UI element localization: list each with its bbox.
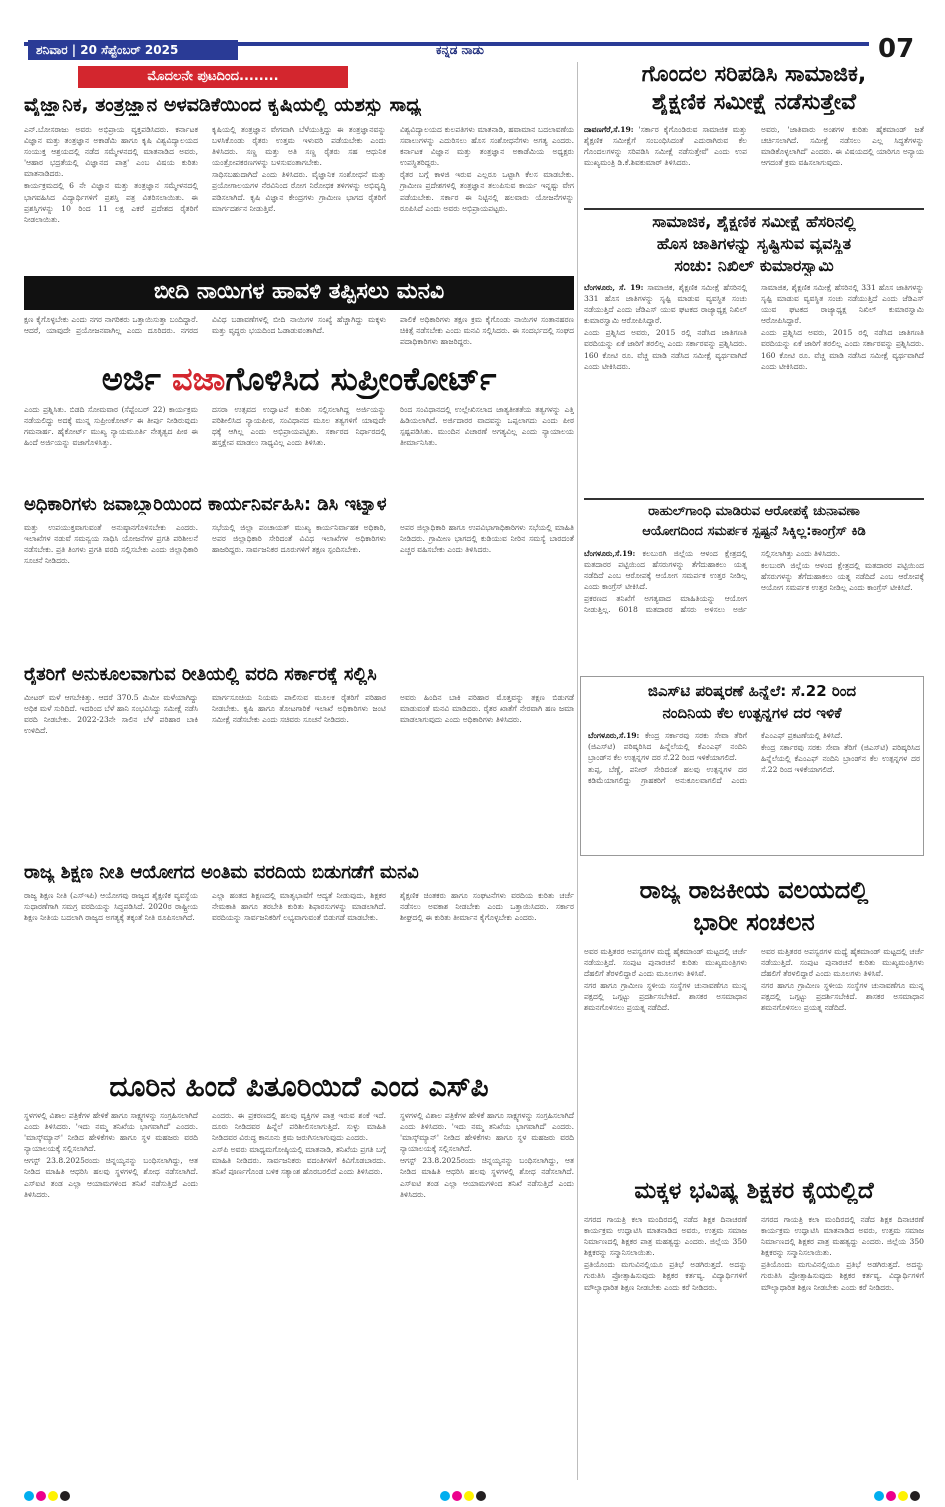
caste-headline-line3: ಸಂಚು: ನಿಖಿಲ್ ಕುಮಾರಸ್ವಾಮಿ [674,256,834,275]
court-headline-part2: ಗೊಳಿಸಿದ ಸುಪ್ರೀಂಕೋರ್ಟ್ [225,360,497,398]
black-dot [910,1491,920,1501]
caste-headline-line1: ಸಾಮಾಜಿಕ, ಶೈಕ್ಷಣಿಕ ಸಮೀಕ್ಷೆ ಹೆಸರಿನಲ್ಲಿ [652,212,856,231]
paragraph: ನಗರದ ಗಾಯತ್ರಿ ಕಲಾ ಮಂದಿರದಲ್ಲಿ ನಡೆದ ಶಿಕ್ಷಕ ದಿನಾಚರಣೆ ಕಾರ್ಯಕ್ರಮ ಉದ್ಘಾಟಿಸಿ ಮಾತನಾಡಿದ ಅವರು, ಉತ್ತಮ ಸಮಾಜ ನಿರ್ಮಾಣದಲ್ಲಿ ಶಿಕ್ಷಕರ ಪಾತ್ರ ಮಹತ್ವದ್ದು ಎಂದರು. ಜಿಲ್ಲೆಯ 350 ಶಿಕ್ಷಕರನ್ನು ಸನ್ಮಾನಿಸಲಾಯಿತು. [584,1215,747,1258]
paragraph: ವಿಶ್ವವಿದ್ಯಾಲಯದ ಕುಲಪತಿಗಳು ಮಾತನಾಡಿ, ಹವಾಮಾನ ಬದಲಾವಣೆಯ ಸವಾಲುಗಳನ್ನು ಎದುರಿಸಲು ಹೊಸ ಸಂಶೋಧನೆಗಳು ಅಗತ್ಯ ಎಂದರು. ಕರ್ನಾಟಕ ವಿಜ್ಞಾನ ಮತ್ತು ತಂತ್ರಜ್ಞಾನ ಅಕಾಡೆಮಿಯ ಅಧ್ಯಕ್ಷರು ಉಪಸ್ಥಿತರಿದ್ದರು. [400,125,574,168]
paragraph [584,548,747,592]
page-number: 07 [878,34,915,64]
magenta-dot [886,1491,896,1501]
paragraph: ರಾಜ್ಯ ಶಿಕ್ಷಣ ನೀತಿ (ಎಸ್‌ಇಪಿ) ಆಯೋಗವು ರಾಜ್ಯದ ಶೈಕ್ಷಣಿಕ ವ್ಯವಸ್ಥೆಯ ಸುಧಾರಣೆಗಾಗಿ ಸಮಗ್ರ ವರದಿಯನ್ನು ಸಿದ್ಧಪಡಿಸಿದೆ. 2020ರ ರಾಷ್ಟ್ರೀಯ ಶಿಕ್ಷಣ ನೀತಿಯ ಬದಲಾಗಿ ರಾಜ್ಯದ ಅಗತ್ಯಕ್ಕೆ ತಕ್ಕಂತೆ ನೀತಿ ರೂಪಿಸಲಾಗಿದೆ. [24,891,198,923]
farmers-headline: ರೈತರಿಗೆ ಅನುಕೂಲವಾಗುವ ರೀತಿಯಲ್ಲಿ ವರದಿ ಸರ್ಕಾರಕ್ಕೆ ಸಲ್ಲಿಸಿ [24,664,377,685]
yellow-dot [898,1491,908,1501]
paragraph: ಸಾಮಾಜಿಕ, ಶೈಕ್ಷಣಿಕ ಸಮೀಕ್ಷೆ ಹೆಸರಿನಲ್ಲಿ 331 ಹೊಸ ಜಾತಿಗಳನ್ನು ಸೃಷ್ಟಿ ಮಾಡುವ ವ್ಯವಸ್ಥಿತ ಸಂಚು ನಡೆಯುತ್ತಿದೆ ಎಂದು ಜೆಡಿಎಸ್ ಯುವ ಘಟಕದ ರಾಜ್ಯಾಧ್ಯಕ್ಷ ನಿಖಿಲ್ ಕುಮಾರಸ್ವಾಮಿ ಆರೋಪಿಸಿದ್ದಾರೆ. [761,283,924,326]
issue-date: ಶನಿವಾರ | 20 ಸೆಪ್ಟೆಂಬರ್ 2025 [28,40,238,60]
paragraph: ಎಂದು ಪ್ರಶ್ನಿಸಿದ ಅವರು, 2015 ರಲ್ಲಿ ನಡೆಸಿದ ಜಾತಿಗಣತಿ ವರದಿಯನ್ನು ಏಕೆ ಜಾರಿಗೆ ತರಲಿಲ್ಲ ಎಂದು ಸರ್ಕಾರವನ್ನು ಪ್ರಶ್ನಿಸಿದರು. 160 ಕೋಟಿ ರೂ. ವೆಚ್ಚ ಮಾಡಿ ನಡೆಸಿದ ಸಮೀಕ್ಷೆ ವ್ಯರ್ಥವಾಗಿದೆ ಎಂದು ಟೀಕಿಸಿದರು. [761,328,924,371]
cyan-dot [874,1491,884,1501]
paragraph [588,730,747,763]
politics-headline-line1: ರಾಜ್ಯ ರಾಜಕೀಯ ವಲಯದಲ್ಲಿ [639,876,869,904]
dateline: ಬೆಂಗಳೂರು, ಸೆ. 19: [584,283,644,292]
paragraph: ಅವರು ಹಿಂದಿನ ಬಾಕಿ ಪರಿಹಾರ ಮೊತ್ತವನ್ನು ತಕ್ಷಣ ಬಿಡುಗಡೆ ಮಾಡುವಂತೆ ಮನವಿ ಮಾಡಿದರು. ರೈತರ ಖಾತೆಗೆ ನೇರವಾಗಿ ಹಣ ಜಮಾ ಮಾಡಲಾಗುವುದು ಎಂದು ಅಧಿಕಾರಿಗಳು ತಿಳಿಸಿದರು. [400,693,574,725]
magenta-dot [36,1491,46,1501]
page-divider [577,62,578,1480]
paragraph: ಪಾಲಿಕೆ ಅಧಿಕಾರಿಗಳು ತಕ್ಷಣ ಕ್ರಮ ಕೈಗೊಂಡು ನಾಯಿಗಳ ಸಂತಾನಹರಣ ಚಿಕಿತ್ಸೆ ನಡೆಸಬೇಕು ಎಂದು ಮನವಿ ಸಲ್ಲಿಸಿದರು. ಈ ಸಂದರ್ಭದಲ್ಲಿ ಸಂಘದ ಪದಾಧಿಕಾರಿಗಳು ಹಾಜರಿದ್ದರು. [400,315,574,347]
paragraph: ಸಭೆಯಲ್ಲಿ ಜಿಲ್ಲಾ ಪಂಚಾಯತ್ ಮುಖ್ಯ ಕಾರ್ಯನಿರ್ವಾಹಕ ಅಧಿಕಾರಿ, ಅಪರ ಜಿಲ್ಲಾಧಿಕಾರಿ ಸೇರಿದಂತೆ ವಿವಿಧ ಇಲಾಖೆಗಳ ಅಧಿಕಾರಿಗಳು ಹಾಜರಿದ್ದರು. ಸಾರ್ವಜನಿಕರ ದೂರುಗಳಿಗೆ ತಕ್ಷಣ ಸ್ಪಂದಿಸಬೇಕು. [212,523,386,555]
officials-body [24,522,574,660]
sp-headline: ದೂರಿನ ಹಿಂದೆ ಪಿತೂರಿಯಿದೆ ಎಂದ ಎಸ್‌ಪಿ [109,1070,489,1103]
gondal-headline-line1: ಗೊಂದಲ ಸರಿಪಡಿಸಿ ಸಾಮಾಜಿಕ, [641,62,867,87]
dogs-headline: ಬೀದಿ ನಾಯಿಗಳ ಹಾವಳಿ ತಪ್ಪಿಸಲು ಮನವಿ [24,276,574,310]
registration-marks-right [874,1491,920,1501]
paragraph: ಪ್ರಕರಣದ ತನಿಖೆಗೆ ಅಗತ್ಯವಾದ ಮಾಹಿತಿಯನ್ನು ಆಯೋಗ ನೀಡುತ್ತಿಲ್ಲ. 6018 ಮತದಾರರ ಹೆಸರು ಅಳಿಸಲು ಅರ್ಜಿ ಸಲ್ಲಿಸಲಾಗಿತ್ತು ಎಂದು ತಿಳಿಸಿದರು. [584,549,840,615]
court-headline [24,360,574,399]
black-dot [60,1491,70,1501]
paragraph: ಆಗಸ್ಟ್ 23.8.2025ರಂದು ಚಿನ್ನಯ್ಯನನ್ನು ಬಂಧಿಸಲಾಗಿದ್ದು, ಆತ ನೀಡಿದ ಮಾಹಿತಿ ಆಧರಿಸಿ ಹಲವು ಸ್ಥಳಗಳಲ್ಲಿ ಶೋಧ ನಡೆಸಲಾಗಿದೆ. ಎಸ್‌ಐಟಿ ತಂಡ ಎಲ್ಲಾ ಆಯಾಮಗಳಿಂದ ತನಿಖೆ ನಡೆಸುತ್ತಿದೆ ಎಂದು ತಿಳಿಸಿದರು. [400,1156,574,1199]
paragraph: ಕಲಬುರಗಿ ಜಿಲ್ಲೆಯ ಆಳಂದ ಕ್ಷೇತ್ರದಲ್ಲಿ ಮತದಾರರ ಪಟ್ಟಿಯಿಂದ ಹೆಸರುಗಳನ್ನು ತೆಗೆದುಹಾಕಲು ಯತ್ನ ನಡೆದಿದೆ ಎಂಬ ಆರೋಪಕ್ಕೆ ಆಯೋಗ ಸಮರ್ಪಕ ಉತ್ತರ ನೀಡಿಲ್ಲ ಎಂದು ಕಾಂಗ್ರೆಸ್ ಟೀಕಿಸಿದೆ. [761,561,924,593]
caste-headline-line2: ಹೊಸ ಜಾತಿಗಳನ್ನು ಸೃಷ್ಟಿಸುವ ವ್ಯವಸ್ಥಿತ [656,234,852,253]
paragraph: ಪ್ರತಿಯೊಂದು ಮಗುವಿನಲ್ಲಿಯೂ ಪ್ರತಿಭೆ ಅಡಗಿರುತ್ತದೆ. ಅದನ್ನು ಗುರುತಿಸಿ ಪ್ರೋತ್ಸಾಹಿಸುವುದು ಶಿಕ್ಷಕರ ಕರ್ತವ್ಯ. ವಿದ್ಯಾರ್ಥಿಗಳಿಗೆ ಮೌಲ್ಯಾಧಾರಿತ ಶಿಕ್ಷಣ ನೀಡಬೇಕು ಎಂದು ಕರೆ ನೀಡಿದರು. [761,1260,924,1292]
paragraph: ತುಪ್ಪ, ಬೆಣ್ಣೆ, ಪನೀರ್ ಸೇರಿದಂತೆ ಹಲವು ಉತ್ಪನ್ನಗಳ ದರ ಕಡಿಮೆಯಾಗಲಿದ್ದು ಗ್ರಾಹಕರಿಗೆ ಅನುಕೂಲವಾಗಲಿದೆ ಎಂದು ಕೆಎಂಎಫ್ ಪ್ರಕಟಣೆಯಲ್ಲಿ ತಿಳಿಸಿದೆ. [588,731,843,786]
paragraph: ಮಾರ್ಗಸೂಚಿಯ ನಿಯಮ ಪಾಲಿಸುವ ಮೂಲಕ ರೈತರಿಗೆ ಪರಿಹಾರ ನೀಡಬೇಕು. ಕೃಷಿ ಹಾಗೂ ತೋಟಗಾರಿಕೆ ಇಲಾಖೆ ಅಧಿಕಾರಿಗಳು ಜಂಟಿ ಸಮೀಕ್ಷೆ ನಡೆಸಬೇಕು ಎಂದು ಸಚಿವರು ಸೂಚನೆ ನೀಡಿದರು. [212,693,386,725]
rahul-headline-line2: ಆಯೋಗದಿಂದ ಸಮರ್ಪಕ ಸ್ಪಷ್ಟನೆ ಸಿಕ್ಕಿಲ್ಲ:ಕಾಂಗ್ರೆಸ್ ಕಿಡಿ [642,524,866,539]
paragraph: ಅವರ ಮತ್ತಿತರರ ಅಪಸ್ವರಗಳ ಮಧ್ಯೆ ಹೈಕಮಾಂಡ್ ಮಟ್ಟದಲ್ಲಿ ಚರ್ಚೆ ನಡೆಯುತ್ತಿದೆ. ಸಂಪುಟ ಪುನಾರಚನೆ ಕುರಿತು ಮುಖ್ಯಮಂತ್ರಿಗಳು ದೆಹಲಿಗೆ ತೆರಳಲಿದ್ದಾರೆ ಎಂದು ಮೂಲಗಳು ತಿಳಿಸಿವೆ. [761,947,924,979]
paragraph: ದಸರಾ ಉತ್ಸವದ ಉದ್ಘಾಟನೆ ಕುರಿತು ಸಲ್ಲಿಸಲಾಗಿದ್ದ ಅರ್ಜಿಯನ್ನು ಪರಿಶೀಲಿಸಿದ ನ್ಯಾಯಪೀಠ, ಸಂವಿಧಾನದ ಮೂಲ ತತ್ವಗಳಿಗೆ ಯಾವುದೇ ಧಕ್ಕೆ ಆಗಿಲ್ಲ ಎಂದು ಅಭಿಪ್ರಾಯಪಟ್ಟಿತು. ಸರ್ಕಾರದ ನಿರ್ಧಾರದಲ್ಲಿ ಹಸ್ತಕ್ಷೇಪ ಮಾಡಲು ಸಾಧ್ಯವಿಲ್ಲ ಎಂದು ತಿಳಿಸಿತು. [212,405,386,448]
paragraph: ಮೀಟರ್ ಮಳೆ ಆಗಬೇಕಿತ್ತು. ಆದರೆ 370.5 ಮಿಮೀ ಮಳೆಯಾಗಿದ್ದು ಅಧಿಕ ಮಳೆ ಸುರಿದಿದೆ. ಇದರಿಂದ ಬೆಳೆ ಹಾನಿ ಸಂಭವಿಸಿದ್ದು ಸಮೀಕ್ಷೆ ನಡೆಸಿ ವರದಿ ನೀಡಬೇಕು. 2022-23ನೇ ಸಾಲಿನ ಬೆಳೆ ಪರಿಹಾರ ಬಾಕಿ ಉಳಿದಿದೆ. [24,693,198,736]
paragraph: ಕ್ಷಣ ಕೈಗೊಳ್ಳಬೇಕು ಎಂದು ನಗರ ನಾಗರಿಕರು ಒತ್ತಾಯಿಸುತ್ತಾ ಬಂದಿದ್ದಾರೆ. ಆದರೆ, ಯಾವುದೇ ಪ್ರಯೋಜನವಾಗಿಲ್ಲ ಎಂದು ದೂರಿದರು. ನಗರದ ವಿವಿಧ ಬಡಾವಣೆಗಳಲ್ಲಿ ಬೀದಿ ನಾಯಿಗಳ ಸಂಖ್ಯೆ ಹೆಚ್ಚಾಗಿದ್ದು ಮಕ್ಕಳು ಮತ್ತು ವೃದ್ಧರು ಭಯದಿಂದ ಓಡಾಡುವಂತಾಗಿದೆ. [24,315,386,336]
paragraph: ಎಂದರು. ಈ ಪ್ರಕರಣದಲ್ಲಿ ಹಲವು ವ್ಯಕ್ತಿಗಳ ಪಾತ್ರ ಇರುವ ಶಂಕೆ ಇದೆ. ದೂರು ನೀಡಿದವರ ಹಿನ್ನೆಲೆ ಪರಿಶೀಲಿಸಲಾಗುತ್ತಿದೆ. ಸುಳ್ಳು ಮಾಹಿತಿ ನೀಡಿದವರ ವಿರುದ್ಧ ಕಾನೂನು ಕ್ರಮ ಜರುಗಿಸಲಾಗುವುದು ಎಂದರು. [212,1111,386,1143]
black-dot [476,1491,486,1501]
court-headline-red: ವಜಾ [172,360,226,398]
registration-marks-center [440,1491,486,1501]
section-rule [584,498,924,500]
paragraph: ರೈತರ ಬಗ್ಗೆ ಕಾಳಜಿ ಇರುವ ಎಲ್ಲರೂ ಒಟ್ಟಾಗಿ ಕೆಲಸ ಮಾಡಬೇಕು. ಗ್ರಾಮೀಣ ಪ್ರದೇಶಗಳಲ್ಲಿ ತಂತ್ರಜ್ಞಾನ ತಲುಪಿಸುವ ಕಾರ್ಯ ಇನ್ನಷ್ಟು ವೇಗ ಪಡೆಯಬೇಕು. ಸರ್ಕಾರ ಈ ನಿಟ್ಟಿನಲ್ಲಿ ಹಲವಾರು ಯೋಜನೆಗಳನ್ನು ರೂಪಿಸಿದೆ ಎಂದು ಅವರು ಅಭಿಪ್ರಾಯಪಟ್ಟರು. [400,170,574,213]
children-headline: ಮಕ್ಕಳ ಭವಿಷ್ಯ ಶಿಕ್ಷಕರ ಕೈಯಲ್ಲಿದೆ [634,1178,874,1204]
paragraph: ಕಾರ್ಯಕ್ರಮದಲ್ಲಿ 6 ನೇ ವಿಜ್ಞಾನ ಮತ್ತು ತಂತ್ರಜ್ಞಾನ ಸಮ್ಮೇಳನದಲ್ಲಿ ಭಾಗವಹಿಸಿದ ವಿದ್ಯಾರ್ಥಿಗಳಿಗೆ ಪ್ರಶಸ್ತಿ ಪತ್ರ ವಿತರಿಸಲಾಯಿತು. ಈ ಪ್ರಶಸ್ತಿಗಳನ್ನು 10 ರಿಂದ 11 ಲಕ್ಷ ಎಕರೆ ಪ್ರದೇಶದ ರೈತರಿಗೆ ನೀಡಲಾಯಿತು. [24,181,198,224]
caste-body [584,282,924,494]
paragraph-text: ಕಲಬುರಗಿ ಜಿಲ್ಲೆಯ ಆಳಂದ ಕ್ಷೇತ್ರದಲ್ಲಿ ಮತದಾರರ ಪಟ್ಟಿಯಿಂದ ಹೆಸರುಗಳನ್ನು ತೆಗೆದುಹಾಕಲು ಯತ್ನ ನಡೆದಿದೆ ಎಂಬ ಆರೋಪಕ್ಕೆ ಆಯೋಗ ಸಮರ್ಪಕ ಉತ್ತರ ನೀಡಿಲ್ಲ ಎಂದು ಕಾಂಗ್ರೆಸ್ ಟೀಕಿಸಿದೆ. [584,549,747,592]
registration-marks-left [24,1491,70,1501]
rahul-body [584,548,924,672]
court-body [24,404,574,488]
paragraph: ಕೇಂದ್ರ ಸರ್ಕಾರವು ಸರಕು ಸೇವಾ ತೆರಿಗೆ (ಜಿಎಸ್‌ಟಿ) ಪರಿಷ್ಕರಿಸಿದ ಹಿನ್ನೆಲೆಯಲ್ಲಿ ಕೆಎಂಎಫ್ ನಂದಿನಿ ಬ್ರಾಂಡ್‌ನ ಕೆಲ ಉತ್ಪನ್ನಗಳ ದರ ಸೆ.22 ರಿಂದ ಇಳಿಕೆಯಾಗಲಿದೆ. [761,743,920,775]
yellow-dot [48,1491,58,1501]
paragraph: ಎಂದು ಪ್ರಶ್ನಿಸಿತು. ಬಿಡದಿ ಸೋಮವಾರ (ಸೆಪ್ಟೆಂಬರ್ 22) ಕಾರ್ಯಕ್ರಮ ನಡೆಯಲಿದ್ದು ಅದಕ್ಕೆ ಮುನ್ನ ಸುಪ್ರೀಂಕೋರ್ಟ್ ಈ ತೀರ್ಪು ನೀಡಿರುವುದು ಗಮನಾರ್ಹ. ಹೈಕೋರ್ಟ್ ಮುಖ್ಯ ನ್ಯಾಯಮೂರ್ತಿ ನೇತೃತ್ವದ ಪೀಠ ಈ ಹಿಂದೆ ಅರ್ಜಿಯನ್ನು ವಜಾಗೊಳಿಸಿತ್ತು. [24,405,198,448]
officials-headline: ಅಧಿಕಾರಿಗಳು ಜವಾಬ್ದಾರಿಯಿಂದ ಕಾರ್ಯನಿರ್ವಹಿಸಿ: ಡಿಸಿ ಇಟ್ನಾಳ [24,494,387,515]
gst-body [588,730,920,852]
paragraph: ಎಸ್‌ಪಿ ಅವರು ಮಾಧ್ಯಮಗೋಷ್ಠಿಯಲ್ಲಿ ಮಾತನಾಡಿ, ತನಿಖೆಯ ಪ್ರಗತಿ ಬಗ್ಗೆ ಮಾಹಿತಿ ನೀಡಿದರು. ಸಾರ್ವಜನಿಕರು ವದಂತಿಗಳಿಗೆ ಕಿವಿಗೊಡಬಾರದು. ತನಿಖೆ ಪೂರ್ಣಗೊಂಡ ಬಳಿಕ ಸತ್ಯಾಂಶ ಹೊರಬರಲಿದೆ ಎಂದು ತಿಳಿಸಿದರು. [212,1145,386,1177]
dateline: ಬೆಂಗಳೂರು,ಸೆ.19: [588,731,640,740]
page-header [0,0,945,64]
paragraph: ಸಾಧಿಸಬಹುದಾಗಿದೆ ಎಂದು ತಿಳಿಸಿದರು. ವೈಜ್ಞಾನಿಕ ಸಂಶೋಧನೆ ಮತ್ತು ಪ್ರಯೋಗಾಲಯಗಳ ನೆರವಿನಿಂದ ರೋಗ ನಿರೋಧಕ ತಳಿಗಳನ್ನು ಅಭಿವೃದ್ಧಿ ಪಡಿಸಲಾಗಿದೆ. ಕೃಷಿ ವಿಜ್ಞಾನ ಕೇಂದ್ರಗಳು ಗ್ರಾಮೀಣ ಭಾಗದ ರೈತರಿಗೆ ಮಾರ್ಗದರ್ಶನ ನೀಡುತ್ತಿವೆ. [212,170,386,213]
magenta-dot [452,1491,462,1501]
paragraph: ಎಂದು ಪ್ರಶ್ನಿಸಿದ ಅವರು, 2015 ರಲ್ಲಿ ನಡೆಸಿದ ಜಾತಿಗಣತಿ ವರದಿಯನ್ನು ಏಕೆ ಜಾರಿಗೆ ತರಲಿಲ್ಲ ಎಂದು ಸರ್ಕಾರವನ್ನು ಪ್ರಶ್ನಿಸಿದರು. 160 ಕೋಟಿ ರೂ. ವೆಚ್ಚ ಮಾಡಿ ನಡೆಸಿದ ಸಮೀಕ್ಷೆ ವ್ಯರ್ಥವಾಗಿದೆ ಎಂದು ಟೀಕಿಸಿದರು. [584,328,747,371]
education-body [24,890,574,1064]
paper-name: ಕನ್ನಡ ನಾಡು [436,43,484,57]
yellow-dot [464,1491,474,1501]
science-body [24,124,574,270]
paragraph: ಸ್ಥಳಗಳಲ್ಲಿ ವಿಶಾಲ ಪತ್ರಿಕೆಗಳ ಹೇಳಿಕೆ ಹಾಗೂ ಸಾಕ್ಷ್ಯಗಳನ್ನು ಸಂಗ್ರಹಿಸಲಾಗಿದೆ ಎಂದು ತಿಳಿಸಿದರು. 'ಇದು ನಮ್ಮ ತನಿಖೆಯ ಭಾಗವಾಗಿದೆ' ಎಂದರು. 'ಮಾಸ್ಕ್‌ಮ್ಯಾನ್' ನೀಡಿದ ಹೇಳಿಕೆಗಳು ಹಾಗೂ ಸ್ಥಳ ಮಹಜರು ವರದಿ ನ್ಯಾಯಾಲಯಕ್ಕೆ ಸಲ್ಲಿಸಲಾಗಿದೆ. [400,1111,574,1154]
section-rule [584,208,924,210]
paragraph: ಎಲ್ಲಾ ಹಂತದ ಶಿಕ್ಷಣದಲ್ಲಿ ಮಾತೃಭಾಷೆಗೆ ಆದ್ಯತೆ ನೀಡುವುದು, ಶಿಕ್ಷಕರ ನೇಮಕಾತಿ ಹಾಗೂ ತರಬೇತಿ ಕುರಿತು ಶಿಫಾರಸುಗಳನ್ನು ಮಾಡಲಾಗಿದೆ. ವರದಿಯನ್ನು ಸಾರ್ವಜನಿಕರಿಗೆ ಲಭ್ಯವಾಗುವಂತೆ ಬಿಡುಗಡೆ ಮಾಡಬೇಕು. [212,891,386,923]
gondal-headline-line2: ಶೈಕ್ಷಣಿಕ ಸಮೀಕ್ಷೆ ನಡೆಸುತ್ತೇವೆ [651,90,857,115]
children-body [584,1214,924,1480]
farmers-body [24,692,574,856]
paragraph-text: ಕೇಂದ್ರ ಸರ್ಕಾರವು ಸರಕು ಸೇವಾ ತೆರಿಗೆ (ಜಿಎಸ್‌ಟಿ) ಪರಿಷ್ಕರಿಸಿದ ಹಿನ್ನೆಲೆಯಲ್ಲಿ ಕೆಎಂಎಫ್ ನಂದಿನಿ ಬ್ರಾಂಡ್‌ನ ಕೆಲ ಉತ್ಪನ್ನಗಳ ದರ ಸೆ.22 ರಿಂದ ಇಳಿಕೆಯಾಗಲಿದೆ. [588,731,747,763]
dateline: ಬೆಂಗಳೂರು,ಸೆ.19: [584,549,636,558]
gondal-body [584,124,924,204]
paragraph-text: 'ಸರ್ಕಾರ ಕೈಗೊಂಡಿರುವ ಸಾಮಾಜಿಕ ಮತ್ತು ಶೈಕ್ಷಣಿಕ ಸಮೀಕ್ಷೆಗೆ ಸಂಬಂಧಿಸಿದಂತೆ ಎದುರಾಗಿರುವ ಕೆಲ ಗೊಂದಲಗಳನ್ನು ಸರಿಪಡಿಸಿ ಸಮೀಕ್ಷೆ ನಡೆಸುತ್ತೇವೆ' ಎಂದು ಉಪ ಮುಖ್ಯಮಂತ್ರಿ ಡಿ.ಕೆ.ಶಿವಕುಮಾರ್ ತಿಳಿಸಿದರು. [584,125,747,168]
science-headline: ವೈಜ್ಞಾನಿಕ, ತಂತ್ರಜ್ಞಾನ ಅಳವಡಿಕೆಯಿಂದ ಕೃಷಿಯಲ್ಲಿ ಯಶಸ್ಸು ಸಾಧ್ಯ [24,94,422,116]
politics-body [584,946,924,1168]
paragraph: ಅವರ ಮತ್ತಿತರರ ಅಪಸ್ವರಗಳ ಮಧ್ಯೆ ಹೈಕಮಾಂಡ್ ಮಟ್ಟದಲ್ಲಿ ಚರ್ಚೆ ನಡೆಯುತ್ತಿದೆ. ಸಂಪುಟ ಪುನಾರಚನೆ ಕುರಿತು ಮುಖ್ಯಮಂತ್ರಿಗಳು ದೆಹಲಿಗೆ ತೆರಳಲಿದ್ದಾರೆ ಎಂದು ಮೂಲಗಳು ತಿಳಿಸಿವೆ. [584,947,747,979]
sp-body [24,1110,574,1480]
paragraph: ನಗರ ಹಾಗೂ ಗ್ರಾಮೀಣ ಸ್ಥಳೀಯ ಸಂಸ್ಥೆಗಳ ಚುನಾವಣೆಗೂ ಮುನ್ನ ಪಕ್ಷದಲ್ಲಿ ಒಗ್ಗಟ್ಟು ಪ್ರದರ್ಶಿಸಬೇಕಿದೆ. ಶಾಸಕರ ಅಸಮಾಧಾನ ಶಮನಗೊಳಿಸಲು ಪ್ರಯತ್ನ ನಡೆದಿದೆ. [584,981,747,1013]
gst-headline-line2: ನಂದಿನಿಯ ಕೆಲ ಉತ್ಪನ್ನಗಳ ದರ ಇಳಿಕೆ [662,704,842,722]
education-headline: ರಾಜ್ಯ ಶಿಕ್ಷಣ ನೀತಿ ಆಯೋಗದ ಅಂತಿಮ ವರದಿಯ ಬಿಡುಗಡೆಗೆ ಮನವಿ [24,862,419,883]
cyan-dot [24,1491,34,1501]
paragraph: ನಗರದ ಗಾಯತ್ರಿ ಕಲಾ ಮಂದಿರದಲ್ಲಿ ನಡೆದ ಶಿಕ್ಷಕ ದಿನಾಚರಣೆ ಕಾರ್ಯಕ್ರಮ ಉದ್ಘಾಟಿಸಿ ಮಾತನಾಡಿದ ಅವರು, ಉತ್ತಮ ಸಮಾಜ ನಿರ್ಮಾಣದಲ್ಲಿ ಶಿಕ್ಷಕರ ಪಾತ್ರ ಮಹತ್ವದ್ದು ಎಂದರು. ಜಿಲ್ಲೆಯ 350 ಶಿಕ್ಷಕರನ್ನು ಸನ್ಮಾನಿಸಲಾಯಿತು. [761,1215,924,1258]
paragraph [584,124,747,168]
rahul-headline-line1: ರಾಹುಲ್‌ಗಾಂಧಿ ಮಾಡಿರುವ ಆರೋಪಕ್ಕೆ ಚುನಾವಣಾ [648,504,860,519]
paragraph: ಸ್ಥಳಗಳಲ್ಲಿ ವಿಶಾಲ ಪತ್ರಿಕೆಗಳ ಹೇಳಿಕೆ ಹಾಗೂ ಸಾಕ್ಷ್ಯಗಳನ್ನು ಸಂಗ್ರಹಿಸಲಾಗಿದೆ ಎಂದು ತಿಳಿಸಿದರು. 'ಇದು ನಮ್ಮ ತನಿಖೆಯ ಭಾಗವಾಗಿದೆ' ಎಂದರು. 'ಮಾಸ್ಕ್‌ಮ್ಯಾನ್' ನೀಡಿದ ಹೇಳಿಕೆಗಳು ಹಾಗೂ ಸ್ಥಳ ಮಹಜರು ವರದಿ ನ್ಯಾಯಾಲಯಕ್ಕೆ ಸಲ್ಲಿಸಲಾಗಿದೆ. [24,1111,198,1154]
politics-headline-line2: ಭಾರೀ ಸಂಚಲನ [693,908,815,936]
continued-banner: ಮೊದಲನೇ ಪುಟದಿಂದ........ [78,66,348,88]
paragraph: ಮತ್ತು ಉಪಯುಕ್ತವಾಗುವಂತೆ ಅನುಷ್ಠಾನಗೊಳಿಸಬೇಕು ಎಂದರು. ಇಲಾಖೆಗಳ ನಡುವೆ ಸಮನ್ವಯ ಸಾಧಿಸಿ ಯೋಜನೆಗಳ ಪ್ರಗತಿ ಪರಿಶೀಲನೆ ನಡೆಸಬೇಕು. ಪ್ರತಿ ತಿಂಗಳು ಪ್ರಗತಿ ವರದಿ ಸಲ್ಲಿಸಬೇಕು ಎಂದು ಜಿಲ್ಲಾಧಿಕಾರಿ ಸೂಚನೆ ನೀಡಿದರು. [24,523,198,566]
paragraph: ನಗರ ಹಾಗೂ ಗ್ರಾಮೀಣ ಸ್ಥಳೀಯ ಸಂಸ್ಥೆಗಳ ಚುನಾವಣೆಗೂ ಮುನ್ನ ಪಕ್ಷದಲ್ಲಿ ಒಗ್ಗಟ್ಟು ಪ್ರದರ್ಶಿಸಬೇಕಿದೆ. ಶಾಸಕರ ಅಸಮಾಧಾನ ಶಮನಗೊಳಿಸಲು ಪ್ರಯತ್ನ ನಡೆದಿದೆ. [761,981,924,1013]
paragraph: ಪ್ರತಿಯೊಂದು ಮಗುವಿನಲ್ಲಿಯೂ ಪ್ರತಿಭೆ ಅಡಗಿರುತ್ತದೆ. ಅದನ್ನು ಗುರುತಿಸಿ ಪ್ರೋತ್ಸಾಹಿಸುವುದು ಶಿಕ್ಷಕರ ಕರ್ತವ್ಯ. ವಿದ್ಯಾರ್ಥಿಗಳಿಗೆ ಮೌಲ್ಯಾಧಾರಿತ ಶಿಕ್ಷಣ ನೀಡಬೇಕು ಎಂದು ಕರೆ ನೀಡಿದರು. [584,1260,747,1292]
paragraph: ಅವರು, 'ಜಾತಿವಾರು ಅಂಶಗಳ ಕುರಿತು ಹೈಕಮಾಂಡ್ ಜತೆ ಚರ್ಚಿಸಲಾಗಿದೆ. ಸಮೀಕ್ಷೆ ನಡೆಸಲು ಎಲ್ಲ ಸಿದ್ಧತೆಗಳನ್ನು ಮಾಡಿಕೊಳ್ಳಲಾಗಿದೆ' ಎಂದರು. ಈ ವಿಷಯದಲ್ಲಿ ಯಾರಿಗೂ ಅನ್ಯಾಯ ಆಗದಂತೆ ಕ್ರಮ ವಹಿಸಲಾಗುವುದು. [761,125,924,168]
paragraph: ಆಗಸ್ಟ್ 23.8.2025ರಂದು ಚಿನ್ನಯ್ಯನನ್ನು ಬಂಧಿಸಲಾಗಿದ್ದು, ಆತ ನೀಡಿದ ಮಾಹಿತಿ ಆಧರಿಸಿ ಹಲವು ಸ್ಥಳಗಳಲ್ಲಿ ಶೋಧ ನಡೆಸಲಾಗಿದೆ. ಎಸ್‌ಐಟಿ ತಂಡ ಎಲ್ಲಾ ಆಯಾಮಗಳಿಂದ ತನಿಖೆ ನಡೆಸುತ್ತಿದೆ ಎಂದು ತಿಳಿಸಿದರು. [24,1156,198,1199]
dogs-body [24,314,574,358]
paragraph: ಅಪರ ಜಿಲ್ಲಾಧಿಕಾರಿ ಹಾಗೂ ಉಪವಿಭಾಗಾಧಿಕಾರಿಗಳು ಸಭೆಯಲ್ಲಿ ಮಾಹಿತಿ ನೀಡಿದರು. ಗ್ರಾಮೀಣ ಭಾಗದಲ್ಲಿ ಕುಡಿಯುವ ನೀರಿನ ಸಮಸ್ಯೆ ಬಾರದಂತೆ ಎಚ್ಚರ ವಹಿಸಬೇಕು ಎಂದು ತಿಳಿಸಿದರು. [400,523,574,555]
gst-headline-line1: ಜಿಎಸ್‌ಟಿ ಪರಿಷ್ಕರಣೆ ಹಿನ್ನೆಲೆ: ಸೆ.22 ರಿಂದ [647,682,857,700]
paragraph: ರಿಂದ ಸಂವಿಧಾನದಲ್ಲಿ ಉಲ್ಲೇಖಿಸಲಾದ ಜಾತ್ಯತೀತತೆಯ ತತ್ವಗಳನ್ನು ಎತ್ತಿ ಹಿಡಿಯಲಾಗಿದೆ. ಅರ್ಜಿದಾರರ ವಾದವನ್ನು ಒಪ್ಪಲಾಗದು ಎಂದು ಪೀಠ ಸ್ಪಷ್ಟಪಡಿಸಿತು. ಮುಂದಿನ ವಿಚಾರಣೆ ಅಗತ್ಯವಿಲ್ಲ ಎಂದು ನ್ಯಾಯಾಲಯ ತೀರ್ಮಾನಿಸಿತು. [400,405,574,448]
paragraph-text: ಸಾಮಾಜಿಕ, ಶೈಕ್ಷಣಿಕ ಸಮೀಕ್ಷೆ ಹೆಸರಿನಲ್ಲಿ 331 ಹೊಸ ಜಾತಿಗಳನ್ನು ಸೃಷ್ಟಿ ಮಾಡುವ ವ್ಯವಸ್ಥಿತ ಸಂಚು ನಡೆಯುತ್ತಿದೆ ಎಂದು ಜೆಡಿಎಸ್ ಯುವ ಘಟಕದ ರಾಜ್ಯಾಧ್ಯಕ್ಷ ನಿಖಿಲ್ ಕುಮಾರಸ್ವಾಮಿ ಆರೋಪಿಸಿದ್ದಾರೆ. [584,283,747,326]
cyan-dot [440,1491,450,1501]
paragraph: ಶೈಕ್ಷಣಿಕ ಚಿಂತಕರು ಹಾಗೂ ಸಂಘಟನೆಗಳು ವರದಿಯ ಕುರಿತು ಚರ್ಚೆ ನಡೆಸಲು ಅವಕಾಶ ನೀಡಬೇಕು ಎಂದು ಒತ್ತಾಯಿಸಿದರು. ಸರ್ಕಾರ ಶೀಘ್ರದಲ್ಲಿ ಈ ಕುರಿತು ತೀರ್ಮಾನ ಕೈಗೊಳ್ಳಬೇಕು ಎಂದರು. [400,891,574,923]
paragraph: ಎನ್.ಬೋಸರಾಜು ಅವರು ಅಭಿಪ್ರಾಯ ವ್ಯಕ್ತಪಡಿಸಿದರು. ಕರ್ನಾಟಕ ವಿಜ್ಞಾನ ಮತ್ತು ತಂತ್ರಜ್ಞಾನ ಅಕಾಡೆಮಿ ಹಾಗೂ ಕೃಷಿ ವಿಶ್ವವಿದ್ಯಾಲಯದ ಸಂಯುಕ್ತ ಆಶ್ರಯದಲ್ಲಿ ನಡೆದ ಸಮ್ಮೇಳನದಲ್ಲಿ ಮಾತನಾಡಿದ ಅವರು, 'ಆಹಾರ ಭದ್ರತೆಯಲ್ಲಿ ವಿಜ್ಞಾನದ ಪಾತ್ರ' ಎಂಬ ವಿಷಯ ಕುರಿತು ಮಾತನಾಡಿದರು. [24,125,198,179]
court-headline-part1: ಅರ್ಜಿ [101,360,172,398]
paragraph [584,282,747,326]
dateline: ದಾವಣಗೆರೆ,ಸೆ.19: [584,125,634,134]
paragraph: ಕೃಷಿಯಲ್ಲಿ ತಂತ್ರಜ್ಞಾನ ವೇಗವಾಗಿ ಬೆಳೆಯುತ್ತಿದ್ದು ಈ ತಂತ್ರಜ್ಞಾನವನ್ನು ಬಳಸಿಕೊಂಡು ರೈತರು ಉತ್ತಮ ಇಳುವರಿ ಪಡೆಯಬೇಕು ಎಂದು ತಿಳಿಸಿದರು. ಸಣ್ಣ ಮತ್ತು ಅತಿ ಸಣ್ಣ ರೈತರು ಸಹ ಆಧುನಿಕ ಯಂತ್ರೋಪಕರಣಗಳನ್ನು ಬಳಸುವಂತಾಗಬೇಕು. [212,125,386,168]
